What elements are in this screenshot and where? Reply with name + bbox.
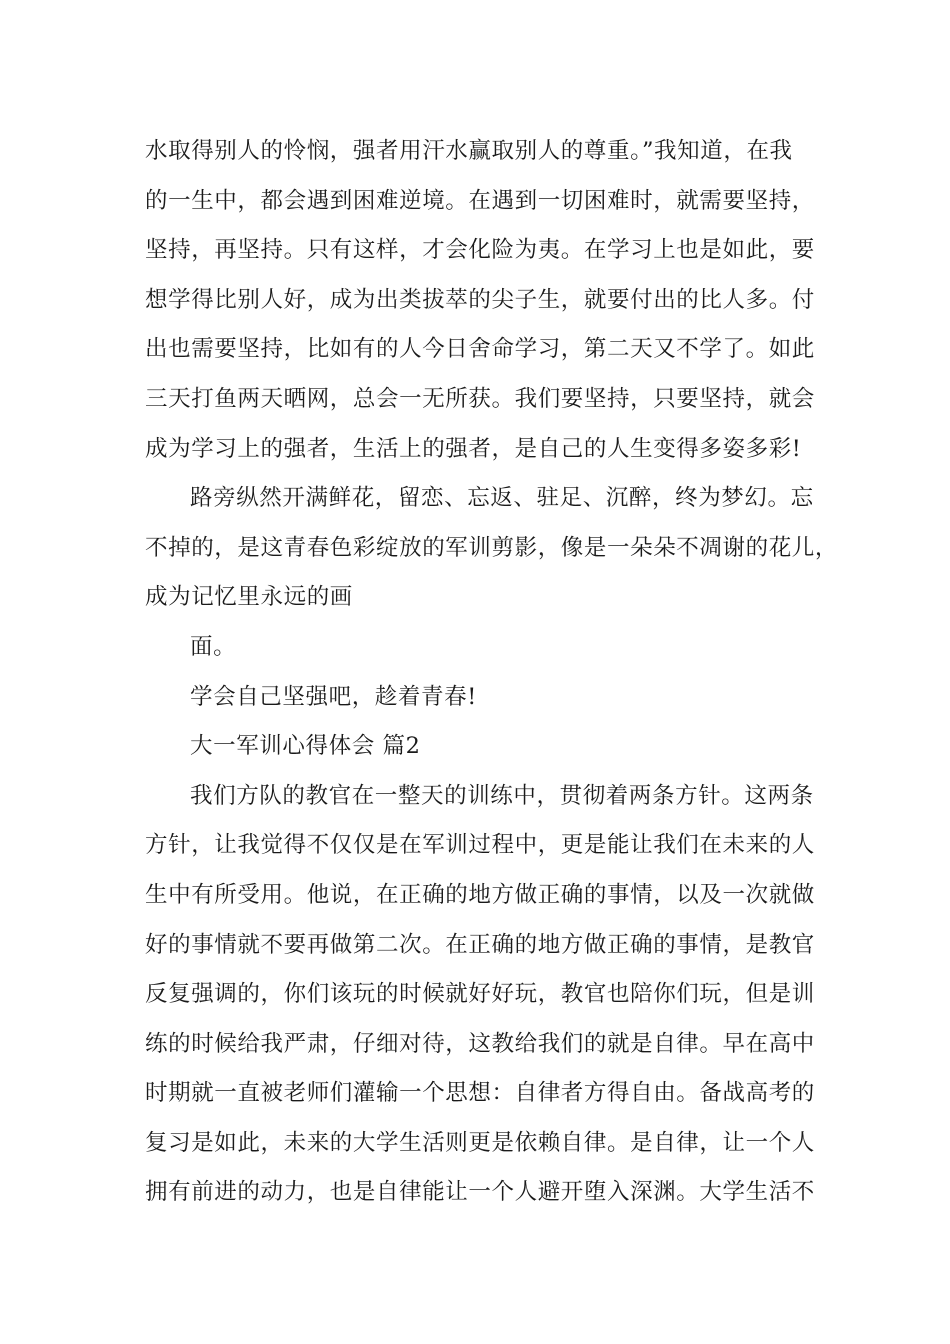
text-line: 坚持，再坚持。只有这样，才会化险为夷。在学习上也是如此，要 bbox=[145, 237, 815, 264]
text-line: 练的时候给我严肃，仔细对待，这教给我们的就是自律。早在高中 bbox=[145, 1030, 815, 1057]
text-line: 出也需要坚持，比如有的人今日舍命学习，第二天又不学了。如此 bbox=[145, 336, 815, 363]
text-line: 反复强调的，你们该玩的时候就好好玩，教官也陪你们玩，但是训 bbox=[145, 981, 815, 1008]
paragraph-start-line: 学会自己坚强吧，趁着青春! bbox=[190, 683, 477, 710]
text-line: 方针，让我觉得不仅仅是在军训过程中，更是能让我们在未来的人 bbox=[145, 832, 815, 859]
text-line: 复习是如此，未来的大学生活则更是依赖自律。是自律，让一个人 bbox=[145, 1129, 815, 1156]
document-body bbox=[145, 127, 839, 1218]
text-line: 三天打鱼两天晒网，总会一无所获。我们要坚持，只要坚持，就会 bbox=[145, 385, 815, 412]
paragraph-start-line: 面。 bbox=[190, 633, 237, 660]
text-line: 好的事情就不要再做第二次。在正确的地方做正确的事情，是教官 bbox=[145, 931, 815, 958]
text-line: 想学得比别人好，成为出类拔萃的尖子生，就要付出的比人多。付 bbox=[145, 286, 815, 313]
section-heading: 大一军训心得体会 篇2 bbox=[190, 733, 421, 760]
text-line: 成为记忆里永远的画 bbox=[145, 584, 353, 611]
text-line: 拥有前进的动力，也是自律能让一个人避开堕入深渊。大学生活不 bbox=[145, 1179, 815, 1206]
text-line: 的一生中，都会遇到困难逆境。在遇到一切困难时，就需要坚持， bbox=[145, 187, 815, 214]
paragraph-start-line: 路旁纵然开满鲜花，留恋、忘返、驻足、沉醉，终为梦幻。忘 bbox=[190, 485, 814, 512]
paragraph-start-line: 我们方队的教官在一整天的训练中，贯彻着两条方针。这两条 bbox=[190, 782, 814, 809]
text-line: 不掉的，是这青春色彩绽放的军训剪影，像是一朵朵不凋谢的花儿， bbox=[145, 534, 839, 561]
text-line: 成为学习上的强者，生活上的强者，是自己的人生变得多姿多彩! bbox=[145, 435, 802, 462]
text-line: 生中有所受用。他说，在正确的地方做正确的事情，以及一次就做 bbox=[145, 881, 815, 908]
text-line: 水取得别人的怜悯，强者用汗水赢取别人的尊重。”我知道，在我 bbox=[145, 138, 793, 164]
text-line: 时期就一直被老师们灌输一个思想：自律者方得自由。备战高考的 bbox=[145, 1080, 815, 1107]
